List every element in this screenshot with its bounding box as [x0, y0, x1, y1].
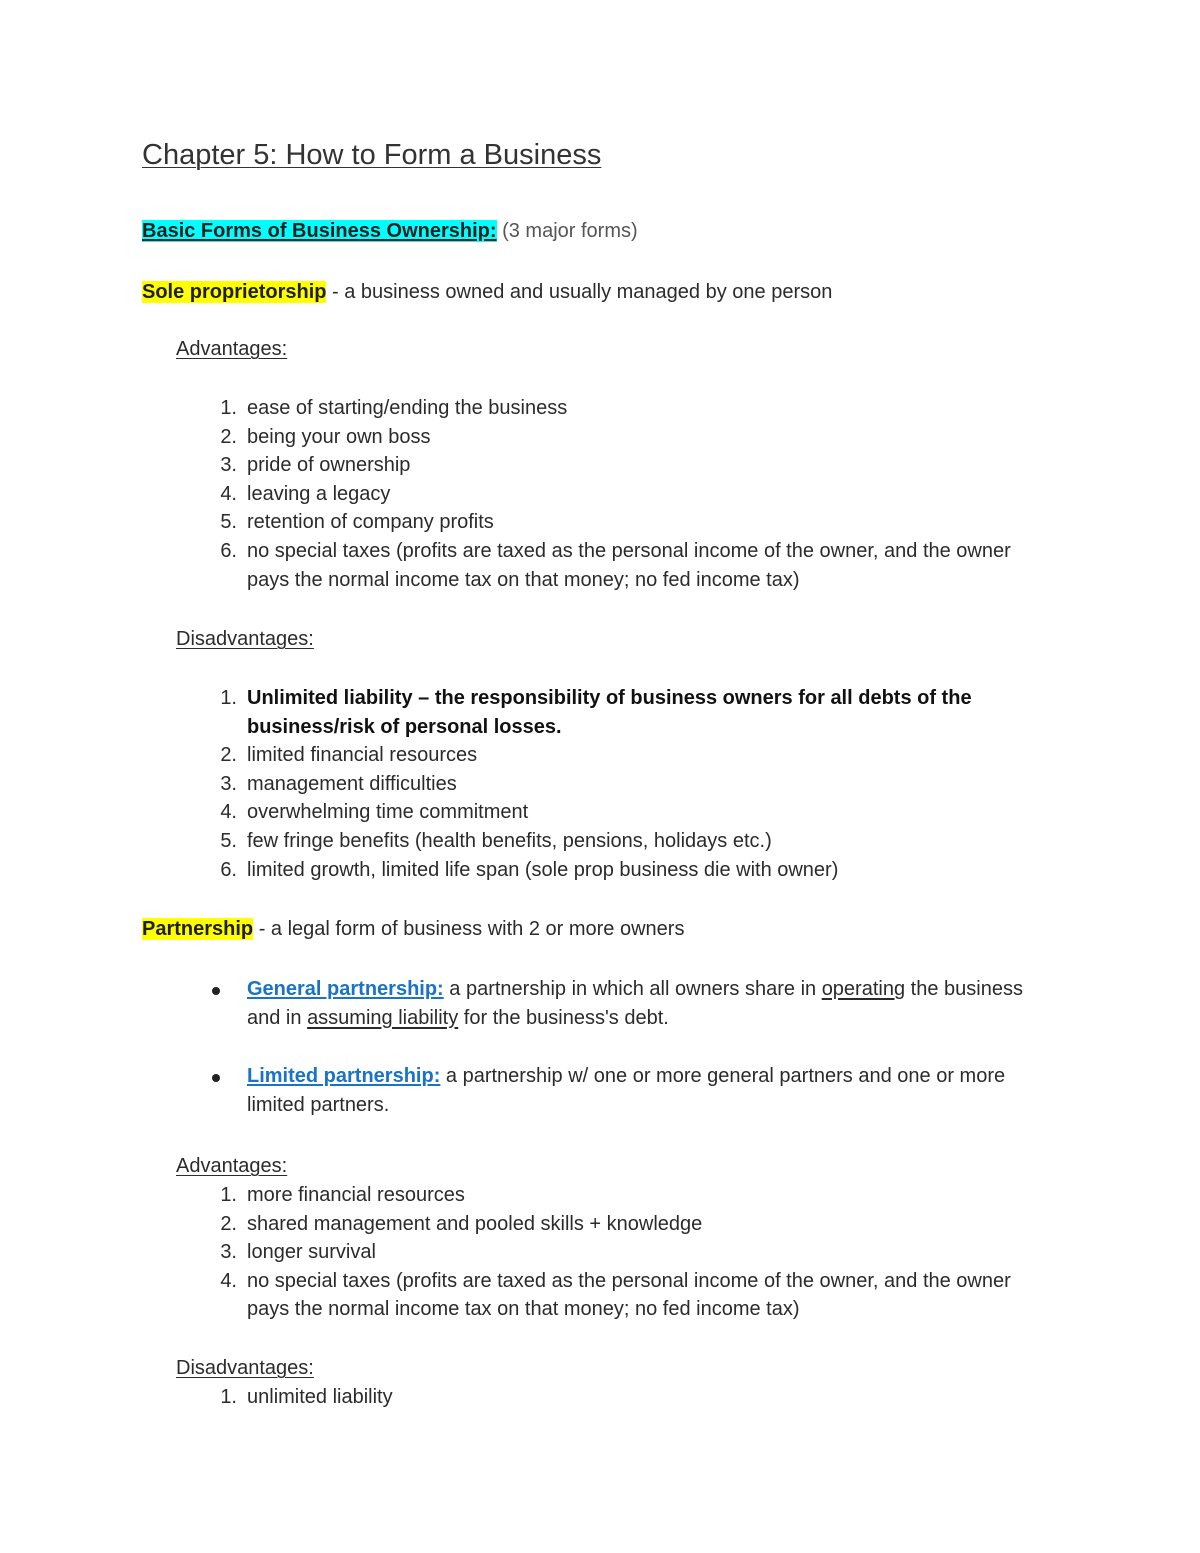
sole-proprietorship-term: Sole proprietorship	[142, 281, 327, 303]
list-item: 1. ease of starting/ending the business	[220, 397, 568, 419]
bullet-icon	[212, 1074, 220, 1082]
sole-proprietorship-text: - a business owned and usually managed by one person	[326, 281, 833, 303]
page-title: Chapter 5: How to Form a Business	[142, 139, 602, 171]
list-item: 3. pride of ownership	[220, 454, 411, 477]
partnership-disadvantages-heading: Disadvantages:	[176, 1357, 314, 1379]
list-item: Limited partnership: a partnership w/ one or more general partners and one or more limited partners.	[176, 1062, 1056, 1119]
list-item: 3. management difficulties	[220, 772, 457, 795]
sole-disadvantages-heading: Disadvantages:	[176, 628, 314, 650]
list-item: 2. limited financial resources	[220, 744, 478, 767]
list-item: 4. leaving a legacy	[220, 482, 391, 505]
bullet-icon	[212, 987, 220, 995]
list-item: 4. overwhelming time commitment	[220, 801, 529, 824]
list-item: 6. limited growth, limited life span (sole prop business die with owner)	[220, 858, 839, 881]
partnership-term: Partnership	[142, 918, 254, 940]
list-item: 1. more financial resources	[220, 1184, 465, 1206]
list-item: 1. unlimited liability	[220, 1386, 393, 1408]
partnership-types-list	[176, 975, 1056, 1149]
partnership-advantages-heading: Advantages:	[176, 1155, 288, 1177]
list-item: General partnership: a partnership in which all owners share in operating the business and in assuming liability for the business's debt.	[176, 975, 1056, 1032]
basic-forms-heading	[142, 217, 638, 246]
sole-advantages-heading: Advantages:	[176, 338, 288, 360]
list-item: 2. being your own boss	[220, 425, 431, 448]
limited-partnership-link[interactable]: Limited partnership:	[247, 1065, 441, 1088]
partnership-advantages-list	[176, 1181, 1056, 1324]
basic-forms-note: (3 major forms)	[496, 220, 638, 242]
list-item: 5. few fringe benefits (health benefits, pensions, holidays etc.)	[220, 829, 772, 852]
partnership-disadvantages-list	[176, 1383, 1056, 1412]
partnership-definition	[142, 915, 684, 944]
basic-forms-label: Basic Forms of Business Ownership:	[142, 220, 497, 242]
list-item: 4. no special taxes (profits are taxed as the personal income of the owner, and the owner pays the normal income tax on that money; no fed income tax)	[220, 1269, 1011, 1321]
list-item: 5. retention of company profits	[220, 511, 494, 534]
sole-proprietorship-definition	[142, 278, 832, 307]
partnership-text: - a legal form of business with 2 or more owners	[253, 918, 685, 940]
general-partnership-link[interactable]: General partnership:	[247, 978, 444, 1000]
list-item: 6. no special taxes (profits are taxed as the personal income of the owner, and the owner pays the normal income tax on that money; no fed income tax)	[220, 539, 1011, 591]
list-item: 1. Unlimited liability – the responsibility of business owners for all debts of the business/risk of personal losses.	[220, 687, 972, 738]
list-item: 3. longer survival	[220, 1241, 376, 1264]
list-item: 2. shared management and pooled skills + knowledge	[220, 1212, 703, 1235]
sole-disadvantages-list	[176, 684, 1056, 884]
sole-advantages-list	[176, 394, 1056, 594]
